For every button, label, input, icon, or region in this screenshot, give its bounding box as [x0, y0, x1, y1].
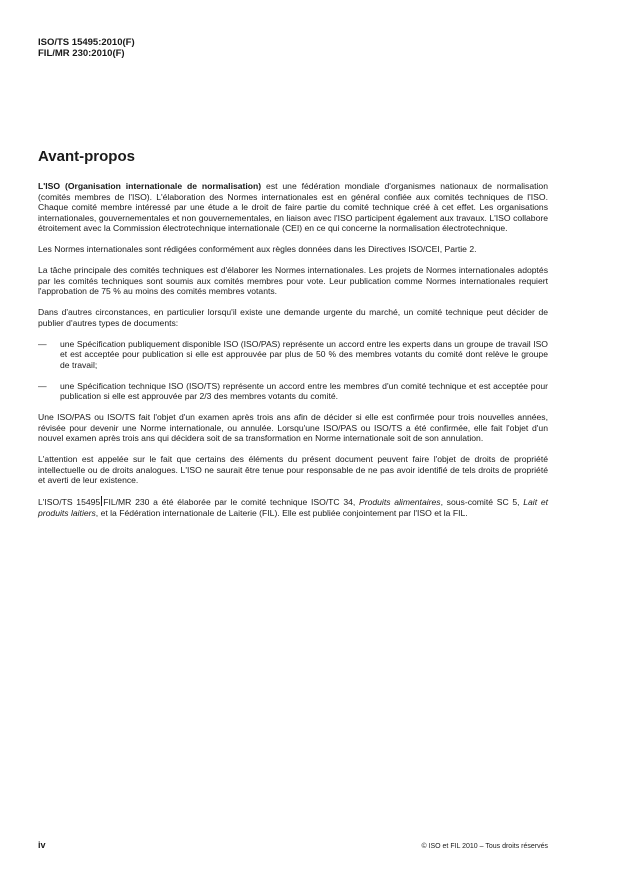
document-body	[38, 181, 548, 529]
paragraph-7-text-b: , sous-comité SC 5,	[440, 497, 524, 507]
paragraph-3: La tâche principale des comités techniques est d'élaborer les Normes internationales. Les projets de Normes internationales adoptés par les comités techniques sont soumis aux comités membres pour vote. Leur publication comme Normes internationales requiert l'approbation de 75 % au moins des comités membres votants.	[38, 265, 548, 296]
standard-id-fil: FIL/MR 230:2010(F)	[38, 48, 125, 59]
paragraph-7-text-c: , et la Fédération internationale de Laiterie (FIL). Elle est publiée conjointement par l'ISO et la FIL.	[95, 507, 468, 518]
list-item	[38, 339, 548, 371]
paragraph-6: L'attention est appelée sur le fait que certains des éléments du présent document peuvent faire l'objet de droits de propriété intellectuelle ou de droits analogues. L'ISO ne saurait être tenue pour responsable de ne pas avoir identifié de tels droits de propriété et averti de leur existence.	[38, 454, 548, 485]
list-item	[38, 381, 548, 402]
paragraph-7	[38, 496, 548, 518]
document-header	[38, 37, 135, 59]
paragraph-5: Une ISO/PAS ou ISO/TS fait l'objet d'un examen après trois ans afin de décider si elle est confirmée pour trois nouvelles années, révisée pour devenir une Norme internationale, ou annulée. Lorsqu'une ISO/PAS ou ISO/TS a été confirmée, elle fait l'objet d'un nouvel examen après trois ans qui décidera soit de sa transformation en Norme internationale soit de son annulation.	[38, 412, 548, 443]
section-title: Avant-propos	[38, 148, 135, 165]
page-footer	[38, 840, 548, 850]
paragraph-7-subcommittee-title: Lait et produits laitiers	[38, 497, 548, 518]
copyright-notice: © ISO et FIL 2010 – Tous droits réservés	[421, 843, 548, 850]
paragraph-4: Dans d'autres circonstances, en particulier lorsqu'il existe une demande urgente du marché, un comité technique peut décider de publier d'autres types de documents:	[38, 307, 548, 328]
paragraph-7-iso-ref: L'ISO/TS 15495	[38, 497, 101, 507]
list-item-text: une Spécification technique ISO (ISO/TS) représente un accord entre les membres d'un comité technique et est acceptée pour publication si elle est approuvée par 2/3 des membres votants du comité.	[60, 380, 548, 401]
paragraph-1-text: est une fédération mondiale d'organismes nationaux de normalisation (comités membres de l'ISO). L'élaboration des Normes internationales est en général confiée aux comités techniques de l'ISO. Chaque comité membre intéressé par une étude a le droit de faire partie du comité technique créé à cet effet. Les organisations internationales, gouvernementales et non gouvernementales, en liaison avec l'ISO participent également aux travaux. L'ISO collabore étroitement avec la Commission électrotechnique internationale (CEI) en ce qui concerne la normalisation électrotechnique.	[38, 181, 548, 233]
list-dash: —	[38, 338, 47, 349]
paragraph-7-text-a: FIL/MR 230 a été élaborée par le comité technique ISO/TC 34,	[103, 497, 359, 507]
paragraph-1-lead: L'ISO (Organisation internationale de normalisation)	[38, 181, 262, 191]
list-item-text: une Spécification publiquement disponible ISO (ISO/PAS) représente un accord entre les experts dans un groupe de travail ISO et est acceptée pour publication si elle est approuvée par plus de 50 % des membres votants du comité dont relève le groupe de travail;	[60, 338, 548, 370]
paragraph-1	[38, 181, 548, 234]
standard-id-iso: ISO/TS 15495:2010(F)	[38, 37, 135, 48]
paragraph-2: Les Normes internationales sont rédigées conformément aux règles données dans les Directives ISO/CEI, Partie 2.	[38, 244, 477, 254]
page-number: iv	[38, 840, 46, 850]
list-dash: —	[38, 380, 47, 391]
paragraph-7-committee-title: Produits alimentaires	[359, 497, 441, 507]
